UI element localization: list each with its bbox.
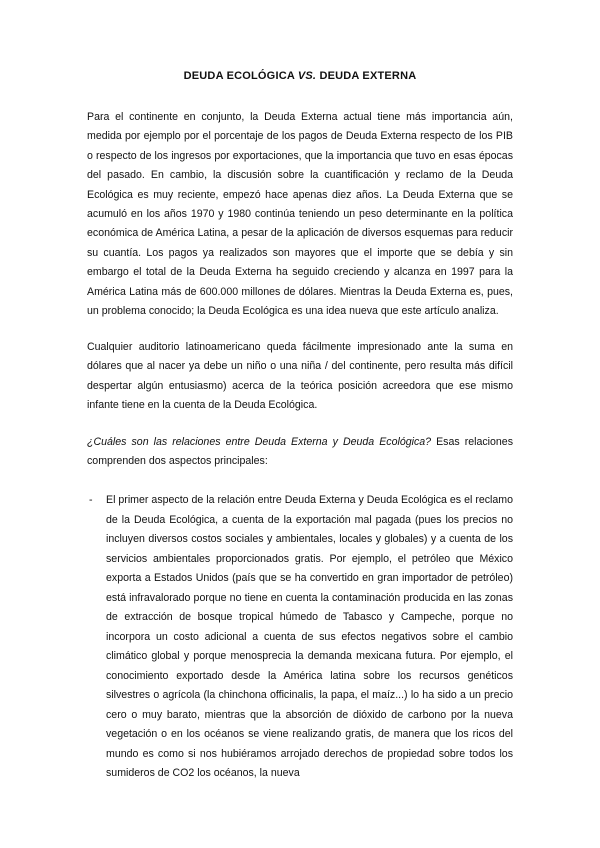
list-item-text: El primer aspecto de la relación entre Deuda Externa y Deuda Ecológica es el reclamo de la Deuda Ecológica, a cuenta de la exportación mal pagada (pues los precios no incluyen diversos costos sociales y ambientales, locales y globales) y a cuenta de los servicios ambientales proporcionados gratis. Por ejemplo, el petróleo que México exporta a Estados Unidos (país que se ha convertido en gran importador de petróleo) está infravalorado porque no tiene en cuenta la contaminación producida en las zonas de extracción de bosque tropical húmedo de Tabasco y Campeche, porque no incorpora un costo adicional a cuenta de sus efectos negativos sobre el cambio climático global y porque menosprecia la demanda mexicana futura. Por ejemplo, el conocimiento exportado desde la América latina sobre los recursos genéticos silvestres o agrícola (la chinchona officinalis, la papa, el maíz...) lo ha sido a un precio cero o muy barato, mientras que la absorción de dióxido de carbono por la nueva vegetación o en los océanos se viene realizando gratis, de manera que los ricos del mundo es como si nos hubiéramos arrojado derechos de propiedad sobre todos los sumideros de CO2 los océanos, la nueva: [106, 494, 513, 779]
title-vs: VS.: [297, 70, 317, 82]
paragraph-1: Para el continente en conjunto, la Deuda Externa actual tiene más importancia aún, medida por ejemplo por el porcentaje de los pagos de Deuda Externa respecto de los PIB o respecto de los ingresos por exportaciones, que la importancia que tuvo en esas épocas del pasado. En cambio, la discusión sobre la cuantificación y reclamo de la Deuda Ecológica es muy reciente, empezó hace apenas diez años. La Deuda Externa que se acumuló en los años 1970 y 1980 continúa teniendo un peso determinante en la política económica de América Latina, a pesar de la aplicación de diversos esquemas para reducir su cuantía. Los pagos ya realizados son mayores que el importe que se debía y sin embargo el total de la Deuda Externa ha seguido creciendo y alcanza en 1997 para la América Latina más de 600.000 millones de dólares. Mientras la Deuda Externa es, pues, un problema conocido; la Deuda Ecológica es una idea nueva que este artículo analiza.: [87, 111, 513, 318]
paragraph-3: [87, 433, 513, 472]
question-text: ¿Cuáles son las relaciones entre Deuda Externa y Deuda Ecológica?: [87, 436, 432, 448]
bullet-marker: -: [89, 494, 93, 506]
aspects-list: [87, 491, 513, 784]
paragraph-3-rest: Esas relaciones comprenden dos aspectos principales:: [87, 436, 513, 468]
title-part-1: DEUDA ECOLÓGICA: [183, 70, 298, 82]
page-title: [0, 70, 600, 82]
list-item: [87, 491, 513, 784]
title-part-2: DEUDA EXTERNA: [316, 70, 417, 82]
paragraph-2: Cualquier auditorio latinoamericano queda fácilmente impresionado ante la suma en dólares que al nacer ya debe un niño o una niña / del continente, pero resulta más difícil despertar algún entusiasmo) acerca de la teórica posición acreedora que ese mismo infante tiene en la cuenta de la Deuda Ecológica.: [87, 341, 513, 412]
